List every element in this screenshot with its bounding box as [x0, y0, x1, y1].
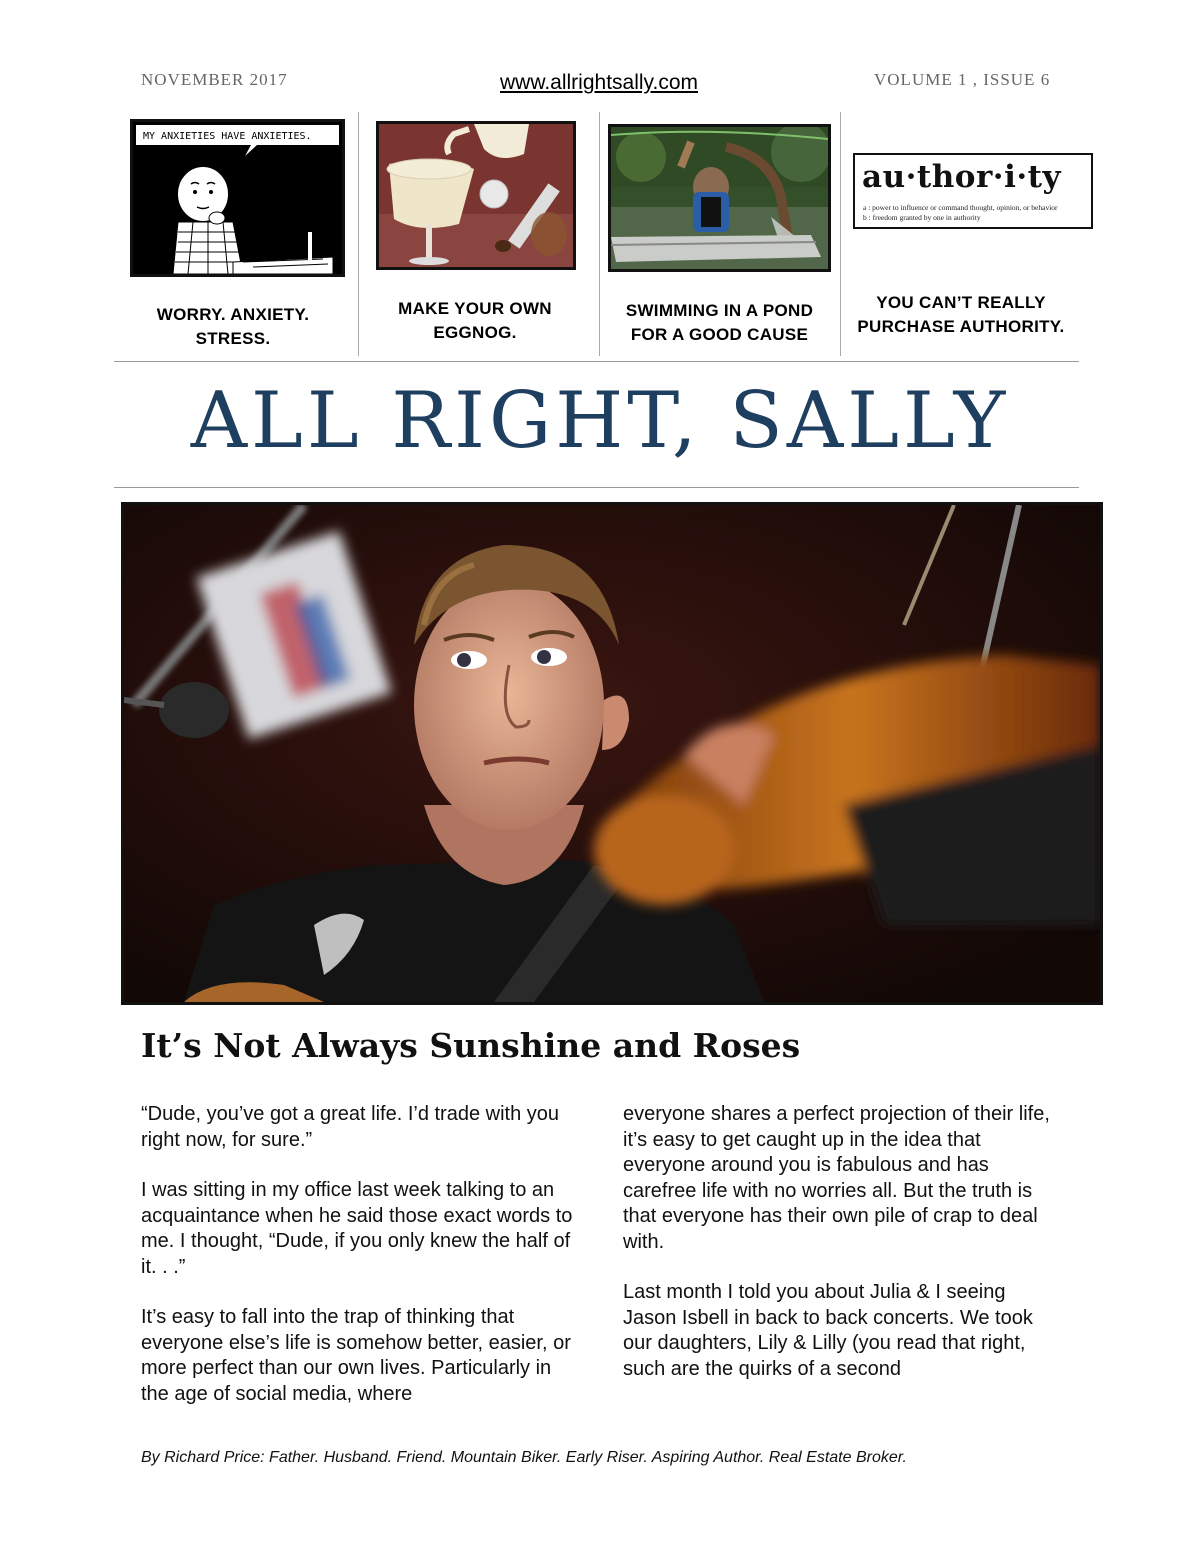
teaser-pond-image[interactable] — [608, 124, 831, 272]
masthead-rule-bottom — [114, 487, 1079, 488]
article-paragraph: I was sitting in my office last week talking to an acquaintance when he said those exact words to me. I thought, “Dude, if you only knew the half of it. . .” — [141, 1179, 573, 1278]
article-paragraph: “Dude, you’ve got a great life. I’d trade with you right now, for sure.” — [141, 1103, 560, 1151]
definition-b: b : freedom granted by one in authority — [863, 213, 981, 222]
teaser-caption-authority[interactable] — [846, 291, 1076, 339]
teaser-caption-eggnog[interactable] — [366, 297, 584, 345]
caption-line: WORRY. ANXIETY. — [156, 305, 310, 324]
article-paragraph: It’s easy to fall into the trap of thinking that everyone else’s life is somehow better, easier, or more perfect than our own lives. Particularly in the age of social media, where — [141, 1306, 571, 1405]
pond-photo — [611, 127, 828, 269]
article-column-2 — [623, 1102, 1063, 1407]
column-divider — [840, 112, 841, 356]
caption-line: EGGNOG. — [433, 323, 517, 342]
website-link[interactable]: www.allrightsally.com — [500, 71, 698, 94]
teaser-eggnog-image[interactable] — [376, 121, 576, 270]
teaser-comic-image[interactable] — [130, 119, 345, 277]
column-divider — [358, 112, 359, 356]
caption-line: MAKE YOUR OWN — [398, 299, 552, 318]
definition-a: a : power to influence or command thought, opinion, or behavior — [863, 203, 1058, 212]
masthead-rule-top — [114, 361, 1079, 362]
teaser-caption-worry[interactable] — [130, 303, 336, 351]
caption-line: FOR A GOOD CAUSE — [630, 325, 809, 344]
eggnog-photo — [379, 124, 573, 267]
author-byline: By Richard Price: Father. Husband. Friend. Mountain Biker. Early Riser. Aspiring Author. Real Estate Broker. — [141, 1449, 907, 1466]
article-paragraph: everyone shares a perfect projection of their life, it’s easy to get caught up in the idea that everyone around you is fabulous and has carefree life with no worries all. But the truth is that everyone has their own pile of crap to deal with. — [623, 1103, 1050, 1253]
issue-date: NOVEMBER 2017 — [141, 70, 288, 89]
comic-speech-text: MY ANXIETIES HAVE ANXIETIES. — [143, 131, 312, 142]
issue-number: VOLUME 1 , ISSUE 6 — [874, 70, 1051, 89]
article-headline: It’s Not Always Sunshine and Roses — [141, 1026, 801, 1065]
masthead-title: ALL RIGHT, SALLY — [190, 376, 1010, 466]
caption-line: STRESS. — [195, 329, 271, 348]
column-divider — [599, 112, 600, 356]
comic-illustration — [133, 122, 342, 274]
hero-illustration — [124, 505, 1100, 1002]
definition-word: au·thor·i·ty — [862, 159, 1061, 195]
caption-line: SWIMMING IN A POND — [625, 301, 814, 320]
caption-line: PURCHASE AUTHORITY. — [857, 317, 1065, 336]
caption-line: YOU CAN’T REALLY — [876, 293, 1046, 312]
hero-photo[interactable] — [121, 502, 1103, 1005]
teaser-caption-pond[interactable] — [608, 299, 831, 347]
article-column-1 — [141, 1102, 581, 1432]
article-paragraph: Last month I told you about Julia & I seeing Jason Isbell in back to back concerts. We took our daughters, Lily & Lilly (you read that right, such are the quirks of a second — [623, 1281, 1033, 1380]
teaser-authority-definition[interactable] — [853, 153, 1093, 229]
